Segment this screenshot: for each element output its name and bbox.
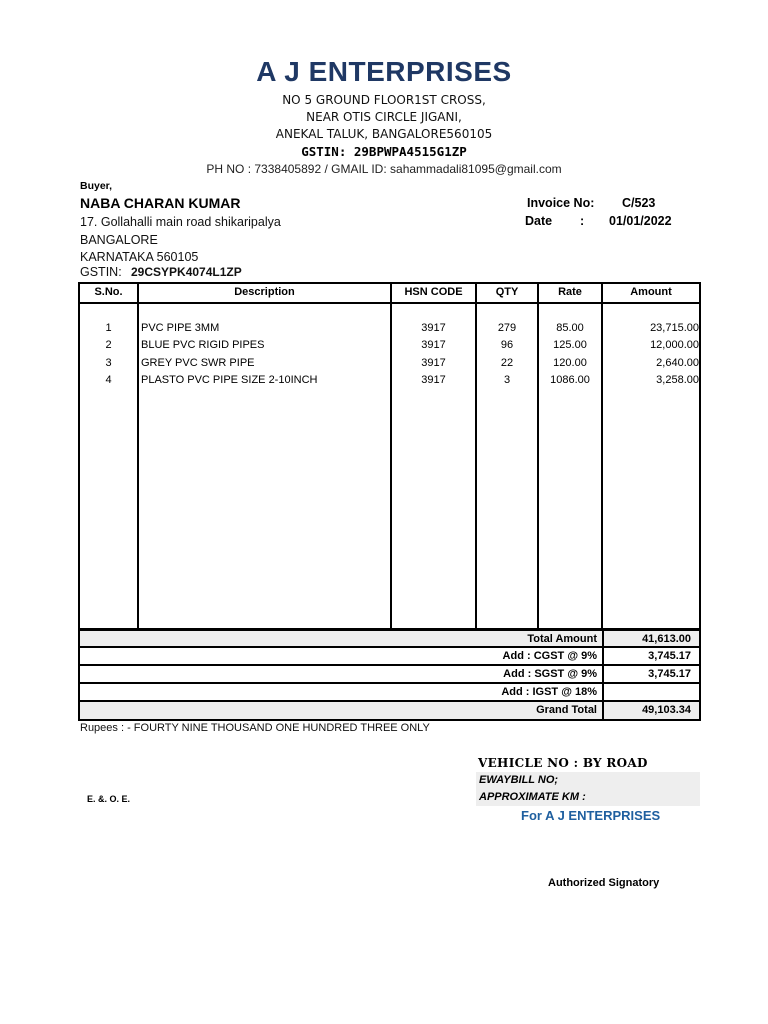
eoe-note: E. &. O. E.	[87, 794, 131, 804]
grand-total-value: 49,103.34	[602, 702, 699, 719]
row4-qty: 3	[503, 374, 511, 386]
total-amount-value: 41,613.00	[602, 631, 699, 646]
row3-sno: 3	[105, 357, 112, 369]
row2-qty: 96	[500, 339, 514, 351]
row2-description: BLUE PVC RIGID PIPES	[141, 339, 265, 351]
amount-in-words: Rupees : - FOURTY NINE THOUSAND ONE HUNDRED THREE ONLY	[80, 722, 430, 734]
row1-hsn: 3917	[421, 322, 446, 334]
row3-qty: 22	[500, 357, 514, 369]
total-amount-label: Total Amount	[527, 633, 597, 645]
row2-rate: 125.00	[553, 339, 587, 351]
row3-description: GREY PVC SWR PIPE	[141, 357, 255, 369]
items-table	[78, 282, 701, 630]
buyer-name: NABA CHARAN KUMAR	[80, 195, 241, 211]
cgst-label: Add : CGST @ 9%	[502, 650, 597, 662]
row4-description: PLASTO PVC PIPE SIZE 2-10INCH	[141, 374, 318, 386]
header-qty: QTY	[495, 286, 519, 298]
for-company: For A J ENTERPRISES	[521, 808, 661, 823]
authorized-signatory: Authorized Signatory	[548, 877, 660, 889]
invoice-no-value: C/523	[622, 196, 656, 210]
row1-amount: 23,715.00	[650, 322, 699, 334]
row3-amount: 2,640.00	[656, 357, 699, 369]
igst-label: Add : IGST @ 18%	[501, 686, 597, 698]
invoice-date-label: Date	[525, 214, 553, 228]
approximate-km: APPROXIMATE KM :	[476, 789, 700, 806]
header-sno: S.No.	[94, 286, 123, 298]
company-name: A J ENTERPRISES	[256, 56, 512, 87]
row4-amount: 3,258.00	[656, 374, 699, 386]
company-gstin: GSTIN: 29BPWPA4515G1ZP	[301, 144, 467, 159]
sgst-label: Add : SGST @ 9%	[503, 668, 597, 680]
row1-rate: 85.00	[556, 322, 584, 334]
row2-hsn: 3917	[421, 339, 446, 351]
buyer-address-line3: KARNATAKA 560105	[80, 250, 199, 264]
column-divider	[137, 284, 139, 628]
company-address-line3: ANEKAL TALUK, BANGALORE560105	[275, 127, 493, 141]
sgst-row	[78, 666, 701, 684]
row3-rate: 120.00	[553, 357, 587, 369]
cgst-value: 3,745.17	[602, 648, 699, 664]
row4-hsn: 3917	[421, 374, 446, 386]
buyer-gstin-label: GSTIN:	[80, 265, 122, 279]
sgst-value: 3,745.17	[602, 666, 699, 682]
row3-hsn: 3917	[421, 357, 446, 369]
header-hsn-code: HSN CODE	[404, 286, 463, 298]
row1-description: PVC PIPE 3MM	[141, 322, 220, 334]
row1-qty: 279	[497, 322, 517, 334]
grand-total-row	[78, 702, 701, 721]
invoice-date-separator: :	[580, 214, 585, 228]
header-amount: Amount	[630, 286, 672, 298]
totals-table	[78, 629, 701, 721]
igst-value	[602, 684, 699, 700]
row4-rate: 1086.00	[550, 374, 590, 386]
header-description: Description	[234, 286, 295, 298]
ewaybill-number: EWAYBILL NO;	[476, 772, 700, 789]
buyer-address-line1: 17. Gollahalli main road shikaripalya	[80, 215, 281, 229]
company-contact: PH NO : 7338405892 / GMAIL ID: sahammadali81095@gmail.com	[206, 162, 562, 176]
row4-sno: 4	[105, 374, 112, 386]
buyer-label: Buyer,	[80, 180, 113, 192]
row2-sno: 2	[105, 339, 112, 351]
row1-sno: 1	[105, 322, 112, 334]
vehicle-number: VEHICLE NO : BY ROAD	[478, 756, 648, 770]
total-amount-row	[78, 629, 701, 648]
grand-total-label: Grand Total	[536, 704, 597, 716]
row2-amount: 12,000.00	[650, 339, 699, 351]
buyer-address-line2: BANGALORE	[80, 233, 158, 247]
invoice-date-value: 01/01/2022	[609, 214, 672, 228]
cgst-row	[78, 648, 701, 666]
buyer-gstin-value: 29CSYPK4074L1ZP	[131, 265, 242, 279]
igst-row	[78, 684, 701, 702]
company-address-line2: NEAR OTIS CIRCLE JIGANI,	[306, 110, 462, 124]
company-address-line1: NO 5 GROUND FLOOR1ST CROSS,	[282, 93, 486, 107]
invoice-no-label: Invoice No:	[527, 196, 595, 210]
header-rate: Rate	[558, 286, 582, 298]
